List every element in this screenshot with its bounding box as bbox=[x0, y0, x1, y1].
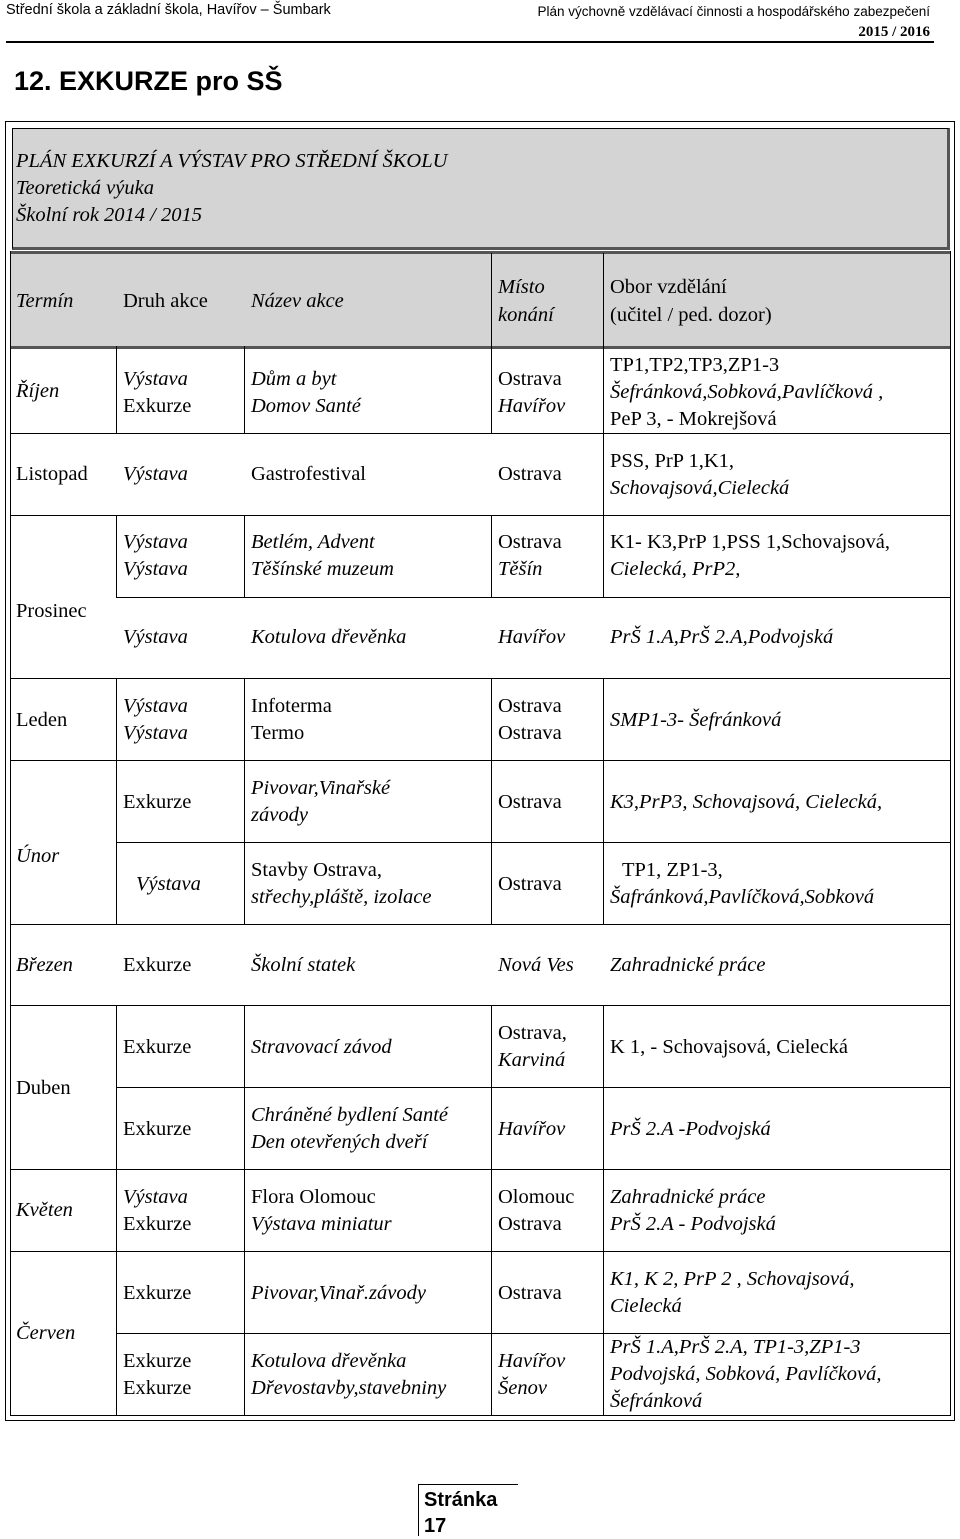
column-header-druh: Druh akce bbox=[123, 290, 208, 312]
event-place: Ostrava bbox=[498, 791, 562, 813]
event-name: Termo bbox=[251, 722, 305, 744]
header-divider bbox=[6, 41, 934, 43]
column-header-misto-2: konání bbox=[498, 304, 554, 326]
grid-line bbox=[244, 515, 245, 597]
event-type: Exkurze bbox=[123, 1036, 192, 1058]
grid-line bbox=[116, 1005, 117, 1416]
grid-line bbox=[116, 678, 117, 924]
event-audience: PrŠ 2.A - Podvojská bbox=[610, 1213, 776, 1235]
event-audience: PrŠ 1.A,PrŠ 2.A, TP1-3,ZP1-3 bbox=[610, 1336, 861, 1358]
event-place: Karviná bbox=[498, 1049, 566, 1071]
grid-line bbox=[10, 251, 950, 254]
event-audience: TP1,TP2,TP3,ZP1-3 bbox=[610, 354, 780, 376]
event-audience: Cielecká bbox=[610, 1295, 682, 1317]
grid-line bbox=[10, 760, 950, 761]
plan-subtitle: Teoretická výuka bbox=[16, 177, 154, 199]
event-audience: Podvojská, Sobková, Pavlíčková, bbox=[610, 1363, 882, 1385]
event-audience: K 1, - Schovajsová, Cielecká bbox=[610, 1036, 848, 1058]
plan-box bbox=[12, 128, 950, 250]
event-name: Chráněné bydlení Santé bbox=[251, 1104, 448, 1126]
month-listopad: Listopad bbox=[16, 463, 88, 485]
event-place: Havířov bbox=[498, 1118, 566, 1140]
month-duben: Duben bbox=[16, 1077, 71, 1099]
event-audience: K3,PrP3, Schovajsová, Cielecká, bbox=[610, 791, 883, 813]
footer-divider bbox=[418, 1484, 518, 1485]
event-name: Infoterma bbox=[251, 695, 332, 717]
event-audience: PrŠ 2.A -Podvojská bbox=[610, 1118, 771, 1140]
event-name: Gastrofestival bbox=[251, 463, 366, 485]
grid-line bbox=[10, 1251, 950, 1252]
month-leden: Leden bbox=[16, 709, 68, 731]
grid-line bbox=[116, 1087, 950, 1088]
grid-line bbox=[491, 1005, 492, 1416]
event-audience: SMP1-3- Šefránková bbox=[610, 709, 782, 731]
event-audience: TP1, ZP1-3, bbox=[622, 859, 723, 881]
event-type: Výstava bbox=[123, 558, 188, 580]
plan-school-year: Školní rok 2014 / 2015 bbox=[16, 204, 203, 226]
month-rijen: Říjen bbox=[16, 380, 60, 402]
grid-line bbox=[116, 515, 117, 597]
event-place: Ostrava bbox=[498, 722, 562, 744]
event-type: Exkurze bbox=[123, 1118, 192, 1140]
event-place: Ostrava bbox=[498, 463, 562, 485]
grid-line bbox=[10, 1415, 950, 1416]
header-school-year: 2015 / 2016 bbox=[858, 24, 930, 40]
column-header-obor-2: (učitel / ped. dozor) bbox=[610, 304, 772, 326]
event-audience: Cielecká, PrP2, bbox=[610, 558, 741, 580]
grid-line bbox=[244, 346, 245, 433]
event-name: Stavby Ostrava, bbox=[251, 859, 382, 881]
grid-line bbox=[491, 678, 492, 924]
event-audience: Schovajsová,Cielecká bbox=[610, 477, 790, 499]
grid-line bbox=[491, 253, 492, 346]
grid-line bbox=[603, 253, 604, 433]
event-name: Domov Santé bbox=[251, 395, 361, 417]
event-name: závody bbox=[251, 804, 308, 826]
header-plan-name: Plán výchovně vzdělávací činnosti a hospodářského zabezpečení bbox=[537, 4, 930, 19]
grid-line bbox=[10, 1005, 950, 1006]
event-audience: K1, K 2, PrP 2 , Schovajsová, bbox=[610, 1268, 855, 1290]
header-plan-title bbox=[538, 2, 931, 42]
event-type: Exkurze bbox=[123, 1350, 192, 1372]
event-place: Ostrava bbox=[498, 695, 562, 717]
grid-line bbox=[244, 678, 245, 924]
event-type: Exkurze bbox=[123, 1282, 192, 1304]
column-header-termin: Termín bbox=[16, 290, 74, 312]
grid-line bbox=[116, 346, 117, 433]
event-place: Šenov bbox=[498, 1377, 547, 1399]
month-prosinec: Prosinec bbox=[16, 600, 87, 622]
grid-line bbox=[10, 515, 950, 516]
grid-line bbox=[603, 515, 604, 597]
grid-line bbox=[950, 251, 951, 1416]
grid-line bbox=[10, 433, 950, 434]
event-name: Dům a byt bbox=[251, 368, 337, 390]
event-audience: Šefránková,Sobková,Pavlíčková , bbox=[610, 381, 884, 403]
event-name: Stravovací závod bbox=[251, 1036, 392, 1058]
grid-line bbox=[603, 1005, 604, 1416]
event-name: Kotulova dřevěnka bbox=[251, 1350, 407, 1372]
event-name: Den otevřených dveří bbox=[251, 1131, 428, 1153]
event-type: Výstava bbox=[136, 873, 201, 895]
plan-title: PLÁN EXKURZÍ A VÝSTAV PRO STŘEDNÍ ŠKOLU bbox=[16, 150, 448, 172]
event-place: Ostrava bbox=[498, 1282, 562, 1304]
event-type: Exkurze bbox=[123, 395, 192, 417]
event-audience: Šefránková bbox=[610, 1390, 703, 1412]
month-kveten: Květen bbox=[16, 1199, 73, 1221]
page-number bbox=[424, 1487, 497, 1539]
event-type: Výstava bbox=[123, 626, 188, 648]
grid-line bbox=[10, 1169, 950, 1170]
event-name: Školní statek bbox=[251, 954, 356, 976]
column-header-nazev: Název akce bbox=[251, 290, 344, 312]
event-place: Ostrava bbox=[498, 873, 562, 895]
event-type: Výstava bbox=[123, 1186, 188, 1208]
event-type: Výstava bbox=[123, 463, 188, 485]
event-place: Havířov bbox=[498, 1350, 566, 1372]
event-place: Ostrava bbox=[498, 368, 562, 390]
event-type: Výstava bbox=[123, 531, 188, 553]
event-place: Ostrava, bbox=[498, 1022, 567, 1044]
month-unor: Únor bbox=[16, 845, 60, 867]
header-school-name: Střední škola a základní škola, Havířov – Šumbark bbox=[6, 2, 331, 18]
event-name: Pivovar,Vinařské bbox=[251, 777, 391, 799]
event-place: Havířov bbox=[498, 395, 566, 417]
event-name: Betlém, Advent bbox=[251, 531, 375, 553]
grid-line bbox=[10, 251, 11, 1416]
event-type: Výstava bbox=[123, 695, 188, 717]
footer-divider-vertical bbox=[418, 1484, 419, 1536]
event-name: Výstava miniatur bbox=[251, 1213, 392, 1235]
grid-line bbox=[491, 346, 492, 433]
page-label: Stránka bbox=[424, 1489, 498, 1511]
event-type: Exkurze bbox=[123, 1213, 192, 1235]
event-name: Dřevostavby,stavebniny bbox=[251, 1377, 447, 1399]
event-audience: K1- K3,PrP 1,PSS 1,Schovajsová, bbox=[610, 531, 891, 553]
event-place: Těšín bbox=[498, 558, 543, 580]
event-type: Výstava bbox=[123, 368, 188, 390]
event-name: Pivovar,Vinař.závody bbox=[251, 1282, 426, 1304]
grid-line bbox=[491, 515, 492, 597]
event-audience: PSS, PrP 1,K1, bbox=[610, 450, 735, 472]
event-place: Havířov bbox=[498, 626, 566, 648]
section-title: 12. EXKURZE pro SŠ bbox=[14, 66, 283, 96]
grid-line bbox=[603, 678, 604, 924]
event-type: Exkurze bbox=[123, 1377, 192, 1399]
grid-line bbox=[603, 433, 604, 515]
event-audience: PrŠ 1.A,PrŠ 2.A,Podvojská bbox=[610, 626, 834, 648]
column-header-obor: Obor vzdělání bbox=[610, 276, 727, 298]
page-value: 17 bbox=[424, 1515, 447, 1537]
event-place: Olomouc bbox=[498, 1186, 575, 1208]
grid-line bbox=[10, 678, 950, 679]
event-type: Exkurze bbox=[123, 791, 192, 813]
month-cerven: Červen bbox=[16, 1322, 76, 1344]
event-type: Exkurze bbox=[123, 954, 192, 976]
event-audience: Zahradnické práce bbox=[610, 954, 766, 976]
event-name: Kotulova dřevěnka bbox=[251, 626, 407, 648]
grid-line bbox=[116, 842, 950, 843]
event-name: Těšínské muzeum bbox=[251, 558, 394, 580]
event-type: Výstava bbox=[123, 722, 188, 744]
event-place: Ostrava bbox=[498, 531, 562, 553]
grid-line bbox=[10, 346, 950, 349]
column-header-misto: Místo bbox=[498, 276, 545, 298]
grid-line bbox=[116, 597, 950, 598]
event-place: Nová Ves bbox=[498, 954, 574, 976]
event-name: Flora Olomouc bbox=[251, 1186, 376, 1208]
event-audience: PeP 3, - Mokrejšová bbox=[610, 408, 777, 430]
event-name: střechy,pláště, izolace bbox=[251, 886, 432, 908]
grid-line bbox=[10, 924, 950, 925]
grid-line bbox=[244, 1005, 245, 1416]
month-brezen: Březen bbox=[16, 954, 73, 976]
event-audience: Šafránková,Pavlíčková,Sobková bbox=[610, 886, 875, 908]
event-place: Ostrava bbox=[498, 1213, 562, 1235]
event-audience: Zahradnické práce bbox=[610, 1186, 766, 1208]
